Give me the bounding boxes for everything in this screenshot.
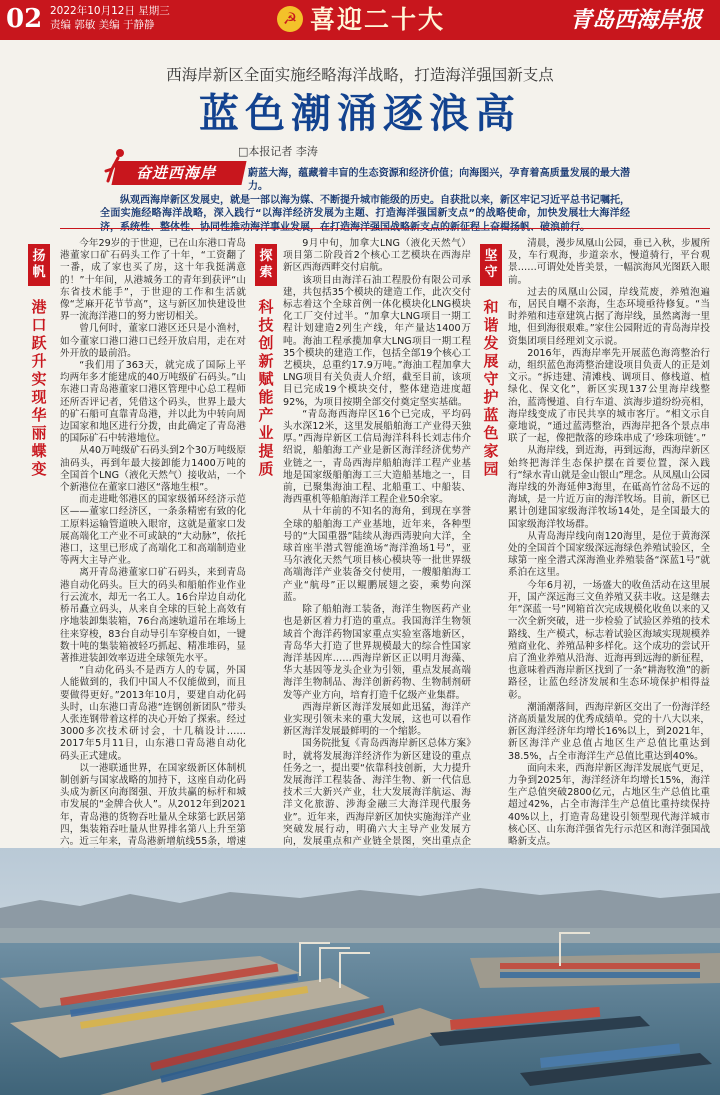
paragraph: 从青岛海岸线向南120海里，是位于黄海深处的全国首个国家级深远海绿色养殖试验区，全球第一座全潜式深海渔业养殖装备“深蓝1号”就系泊在这里。 <box>508 530 710 579</box>
paragraph: 从海岸线，到近海，再到远海，西海岸新区始终把海洋生态保护摆在首要位置，深入践行“绿水青山就是金山银山”理念。从凤凰山公园海岸线的外海延伸3海里，在砥高竹岔岛不远的海域，是一片近万亩的海洋牧场。目前，新区已累计创建国家级海洋牧场14处，是全国最大的国家级海洋牧场群。 <box>508 445 710 530</box>
paragraph: 从十年前的不知名的海角，到现在享誉全球的船舶海工产业基地，近年来，各种型号的“大国重器”陆续从海西湾驶向大洋，全球首座半潜式智能渔场“海洋渔场1号”，亚马尔液化天然气项目核心模块等一批世界级高端海洋产业装备交付使用，一艘船舶海工产业“航母”正以鲲鹏展翅之姿，乘势向深蓝。 <box>283 506 471 603</box>
paragraph: 从40万吨级矿石码头到2个30万吨级原油码头，再到年最大接卸能力1400万吨的全国首个LNG（液化天然气）接收站，一个个新港位在董家口港区“落地生根”。 <box>60 445 246 494</box>
paragraph: 清晨，漫步凤凰山公园，垂已入秋，步履所及，车行观海，步道亲水，慢道骑行，平台观景……可谓处处皆美景，一幅滨海风光图跃入眼前。 <box>508 238 710 286</box>
section-banner: 喜迎二十大 <box>310 5 446 34</box>
column-eco <box>508 238 710 847</box>
paragraph: 过去的凤凰山公园，岸线荒废，养殖泡遍布，居民自嘲不亲海，生态环境亟待修复。“当时养殖和违章建筑占据了海岸线，虽然离海一里地，但到海很艰难。”家住公园附近的青岛海岸投资集团项目经理刘文示说。 <box>508 286 710 347</box>
section-tag-sail: 扬帆 <box>28 244 50 286</box>
paragraph: 除了船舶海工装备，海洋生物医药产业也是新区着力打造的重点。我国海洋生物领域首个海洋药物国家重点实验室落地新区，青岛华大打造了世界规模最大的综合性国家海洋基因库……西海岸新区正以明月海藻、华大基因等龙头企业为引领，重点发展高端海洋生物制品、海洋创新药物、生物制剂研发等产业方向，培育打造千亿级产业集群。 <box>283 604 471 701</box>
section-subtitle-port: 港口跃升实现华丽蝶变 <box>31 298 47 478</box>
article-headline: 蓝色潮涌逐浪高 <box>199 90 521 137</box>
page-header <box>0 0 720 40</box>
paragraph: 而走进毗邻港区的国家级循环经济示范区——董家口经济区，一条条精密有致的化工原料运输管道映入眼帘，这就是董家口发展高端化工产业不可或缺的“大动脉”，依托港口，这里已形成了高端化工和高端制造业等两大主导产业。 <box>60 494 246 567</box>
section-tag-guard: 坚守 <box>480 244 502 286</box>
paragraph: 2016年，西海岸率先开展蓝色海湾整治行动，组织蓝色海湾整治建设项目负责人的正是刘文示。“拆违建、清滩栈、调项目、修栈道、植绿化、保文化”，新区实现137公里海岸线整治，蓝湾慢道、自行车道、滨海步道纷纷亮相，海岸线变成了市民共享的城市客厅。“相文示自豪地说，“通过蓝湾整治，西海岸把各个景点串联了一起，像把散落的珍珠串成了‘珍珠项链’。” <box>508 347 710 445</box>
column-port <box>60 238 246 847</box>
article-byline <box>238 143 328 159</box>
paragraph: 9月中旬，加拿大LNG（液化天然气）项目第二阶段首2个核心工艺模块在西海岸新区西海西畔交付启航。 <box>283 238 471 274</box>
section-subtitle-eco: 和谐发展守护蓝色家园 <box>483 298 499 478</box>
paragraph: 潮涌潮落间，西海岸新区交出了一份海洋经济高质量发展的优秀成绩单。党的十八大以来，新区海洋经济年均增长16%以上，到2021年，新区海洋产业总值占地区生产总值比重达到38.5%，占全市海洋生产总值比重达到40%。 <box>508 701 710 762</box>
divider <box>60 228 710 229</box>
editors-line: 责编 郭敏 美编 于静静 <box>50 19 155 31</box>
paragraph: 西海岸新区海洋发展如此迅猛，海洋产业实现引领未来的重大发展，这也可以看作新区海洋发展最鲜明的一个缩影。 <box>283 701 471 738</box>
paragraph: 该项目由海洋石油工程股份有限公司承建，共包括35个模块的建造工作，此次交付标志着这个全球首例一体化模块化LNG模块化工厂交付过半。“加拿大LNG项目一期工程计划建造2列生产线，年产量达1400万吨。海油工程承揽加拿大LNG项目一期工程35个模块的建造工作，包括全部19个核心工艺模块，总重约17.9万吨。”海油工程加拿大LNG项目有关负责人介绍，截至目前，该项目已完成19个模块交付，整体建造进度超92%，为项目按期全部交付奠定坚实基础。 <box>283 274 471 408</box>
column-badge <box>100 147 246 187</box>
paragraph: “青岛海西海岸区16个已完成，平均码头水深12米，这里发展船舶海工产业得天独厚。”西海岸新区工信局海洋科科长刘志伟介绍说，船舶海工产业是新区海洋经济优势产业链之一，青岛西海岸船舶海洋工程产业基地是国家级船舶海工三大造船基地之一，目前，已聚集海油工程、北船重工、中船装、海西重机等船舶海洋工程企业50余家。 <box>283 408 471 506</box>
paragraph: “我们用了363天，就完成了国际上平均两年多才能建成的40万吨级矿石码头。”山东港口青岛港董家口港区管理中心总工程师还所否评记者，凭借这个码头，世界上最大的矿石船可直靠青岛港，并以此为中转向周边国家和地区进行分拨，由此确定了青岛港的国际矿石中转港地位。 <box>60 360 246 445</box>
section-tag-explore: 探索 <box>255 244 277 286</box>
section-subtitle-tech: 科技创新赋能产业提质 <box>258 298 274 478</box>
lead-paragraph-1: 蔚蓝大海，蕴藏着丰盲的生态资源和经济价值；向海图兴，孕育着高质量发展的最大潜力。 <box>248 168 630 193</box>
byline-author: □本报记者 李涛 <box>238 145 318 158</box>
column-tech <box>283 238 471 847</box>
paragraph: 今年29岁的于世迎，已在山东港口青岛港董家口矿石码头工作了十年，“工资翻了一番，成了家也买了房，这十年我挺满意的！”十年间，从港城务工的青年到获评“山东省技术能手”，于世迎的工作和生活就像“芝麻开花节节高”，这与新区加快建设世界一流海洋港口的努力密切相关。 <box>60 238 246 323</box>
issue-date: 2022年10月12日 星期三 <box>50 5 170 17</box>
newspaper-brand: 青岛西海岸报 <box>569 7 702 33</box>
party-emblem-icon: ☭ <box>277 6 303 32</box>
article-kicker: 西海岸新区全面实施经略海洋战略，打造海洋强国新支点 <box>166 66 554 84</box>
harbor-aerial-photo <box>0 848 720 1095</box>
issue-meta <box>50 4 170 32</box>
paragraph: 国务院批复《青岛西海岸新区总体方案》时，就将发展海洋经济作为新区建设的重点任务之一，提出要“依靠科技创新，大力提升发展海洋工程装备、海洋生物、新一代信息技术三大新兴产业，壮大发展海洋航运、海洋文化旅游、涉海金融三大海洋现代服务业”。近年来，西海岸新区加快实施海洋产业突破发展行动，明确六大主导产业发展方向，发展重点和产业链全景图，突出重点企 <box>283 738 471 847</box>
paragraph: 以一港联通世界，在国家级新区体制机制创新与国家战略的加持下，这座自动化码头成为新区向海图强、开放共赢的标杆和城市发展的“金牌合伙人”。从2012年到2021年，青岛港的货物吞吐量从全球第七跃居第四，集装箱吞吐量从世界排名第八上升至第六。近三年来，青岛港新增航线55条，增速 <box>60 762 246 847</box>
paragraph: 今年6月初，一场盛大的收鱼活动在这里展开，国产深远海三文鱼养殖又获丰收。这是继去年“深蓝一号”网箱首次完成规模化收鱼以来的又一次全新突破，进一步检验了试验区养殖的技术路线、生产模式，标志着试验区海域实现规模养殖商业化、养殖品种多样化。这个成功的尝试开启了渔业养殖从沿海、近海再到远海的新征程，也意味着西海岸新区找到了一条“耕海牧渔”的新路径，让蓝色经济发展和生态环境保护相得益彰。 <box>508 579 710 701</box>
paragraph: 曾几何时，董家口港区还只是小渔村，如今董家口港口港口已经开放启用，走在对外开放的最前沿。 <box>60 323 246 359</box>
paragraph: “自动化码头不是西方人的专属，外国人能做到的，我们中国人不仅能做到，而且要做得更好。”2013年10月，要建自动化码头时，山东港口青岛港“连钢创新团队”带头人张连钢带着这样的决心开始了探索。经过3000多次技术研讨会，十几稿设计……2017年5月11日，山东港口青岛港自动化码头正式建成。 <box>60 665 246 762</box>
lead-paragraph-2: 纵观西海岸新区发展史，就是一部以海为媒、不断提升城市能级的历史。自获批以来，新区牢记习近平总书记嘱托，全面实施经略海洋战略，深入践行“以海洋经济发展为主题、打造海洋强国新支点”的战略使命，加快发展壮大海洋经济，系统性、整体性、协同性推动海洋事业发展，在打造海洋强国战略新支点的新征程上奋楫扬帆、破浪前行。 <box>100 194 630 233</box>
paragraph: 面向未来，西海岸新区海洋发展底气更足，力争到2025年，海洋经济年均增长15%，海洋生产总值突破2800亿元，占地区生产总值比重超过42%，占全市海洋生产总值比重持续保持40%以上，打造青岛建设引领型现代海洋城市核心区、山东海洋强省先行示范区和海洋强国战略新支点。 <box>508 762 710 847</box>
paragraph: 离开青岛港董家口矿石码头，来到青岛港自动化码头。巨大的码头和船舶作业作业行云流水，却无一名工人。16台岸边自动化桥吊矗立码头，从来自全球的巨轮上高效有序地装卸集装箱，76台高速轨道吊在堆场上往来穿梭，83台自动导引车穿梭自如，一键数十吨的集装箱被轻巧抓起、精准堆码，显著推进装卸效率迈进全球领先水平。 <box>60 567 246 664</box>
badge-label: 奋进西海岸 <box>136 164 217 182</box>
page-number: 02 <box>6 4 43 34</box>
